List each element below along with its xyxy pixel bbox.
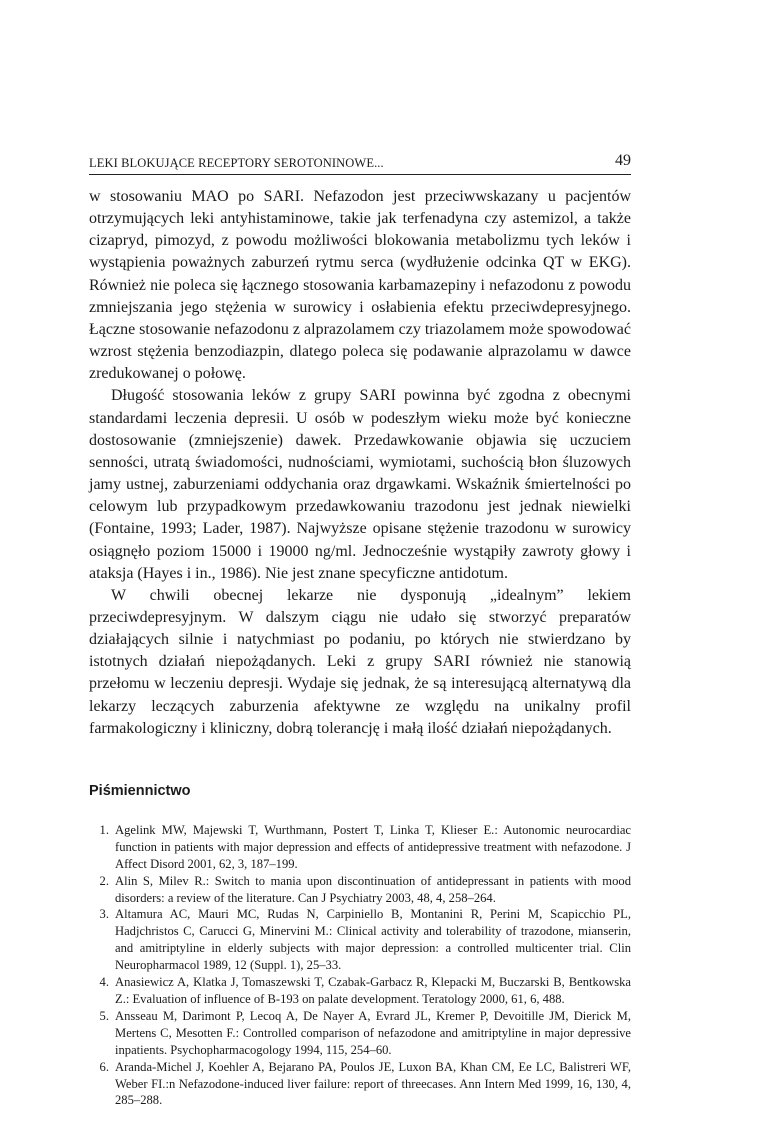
document-page [89, 148, 631, 1125]
reference-text: Altamura AC, Mauri MC, Rudas N, Carpiniello B, Montanini R, Perini M, Scapicchio PL, Hadjchristos C, Carucci G, Minervini M.: Clinical activity and tolerability of trazodone, mianserin, and amitriptyline in elderly subjects with major depression: a controlled multicenter trial. Clin Neuropharmacol 1989, 12 (Suppl. 1), 25–33. [115, 907, 631, 973]
reference-text: Anasiewicz A, Klatka J, Tomaszewski T, Czabak-Garbacz R, Klepacki M, Buczarski B, Bentkowska Z.: Evaluation of influence of B-193 on palate development. Teratology 2000, 61, 6, 488. [115, 975, 631, 1006]
reference-number: 3. [99, 907, 109, 922]
reference-number: 2. [99, 873, 109, 888]
paragraph: W chwili obecnej lekarze nie dysponują „idealnym” lekiem przeciwdepresyjnym. W dalszym ciągu nie udało się stworzyć preparatów działających silnie i natychmiast po podaniu, po których nie stwierdzano by istotnych działań niepożądanych. Leki z grupy SARI również nie stanowią przełomu w leczeniu depresji. Wydaje się jednak, że są interesującą alternatywą dla lekarzy leczących zaburzenia afektywne ze względu na unikalny profil farmakologiczny i kliniczny, dobrą tolerancję i małą ilość działań niepożądanych. [89, 586, 631, 737]
reference-number: 6. [99, 1059, 109, 1074]
reference-text: Agelink MW, Majewski T, Wurthmann, Postert T, Linka T, Klieser E.: Autonomic neurocardiac function in patients with major depression and effects of antidepressive treatment with nefazodone. J Affect Disord 2001, 62, 3, 187–199. [115, 822, 631, 871]
reference-list [89, 822, 631, 1109]
reference-item [89, 1059, 631, 1110]
reference-item [89, 873, 631, 907]
reference-item [89, 974, 631, 1008]
running-header-title: LEKI BLOKUJĄCE RECEPTORY SEROTONINOWE... [89, 156, 384, 170]
reference-number: 1. [99, 822, 109, 837]
reference-number: 5. [99, 1008, 109, 1023]
reference-item [89, 906, 631, 974]
reference-item [89, 1008, 631, 1059]
page-number: 49 [615, 152, 631, 169]
reference-text: Ansseau M, Darimont P, Lecoq A, De Nayer A, Evrard JL, Kremer P, Devoitille JM, Dierick M, Mertens C, Mesotten F.: Controlled comparison of nefazodone and amitriptyline in major depressive inpatients. Psychopharmacogology 1994, 115, 254–60. [115, 1008, 631, 1057]
reference-text: Aranda-Michel J, Koehler A, Bejarano PA, Poulos JE, Luxon BA, Khan CM, Ee LC, Balistreri WF, Weber FI.:n Nefazodone-induced liver failure: report of threecases. Ann Intern Med 1999, 16, 130, 4, 285–288. [115, 1059, 631, 1108]
references-heading: Piśmiennictwo [89, 782, 191, 799]
reference-number: 4. [99, 975, 109, 990]
running-header [89, 148, 631, 175]
reference-text: Alin S, Milev R.: Switch to mania upon discontinuation of antidepressant in patients with mood disorders: a review of the literature. Can J Psychiatry 2003, 48, 4, 258–264. [115, 873, 631, 905]
reference-item [89, 822, 631, 873]
paragraph: Długość stosowania leków z grupy SARI powinna być zgodna z obecnymi standardami leczenia depresii. U osób w podeszłym wieku może być konieczne dostosowanie (zmniejszenie) dawek. Przedawkowanie objawia się uczuciem senności, utratą świadomości, nudnościami, wymiotami, suchością błon śluzowych jamy ustnej, zaburzeniami oddychania oraz drgawkami. Wskaźnik śmiertelności po celowym lub przypadkowym przedawkowaniu trazodonu jest jednak niewielki (Fontaine, 1993; Lader, 1987). Najwyższe opisane stężenie trazodonu w surowicy osiągnęło poziom 15000 i 19000 ng/ml. Jednocześnie wystąpiły zawroty głowy i ataksja (Hayes i in., 1986). Nie jest znane specyficzne antidotum. [89, 387, 631, 582]
paragraph: w stosowaniu MAO po SARI. Nefazodon jest przeciwwskazany u pacjentów otrzymujących leki antyhistaminowe, takie jak terfenadyna czy astemizol, a także cizapryd, pimozyd, z powodu możliwości blokowania metabolizmu tych leków i wystąpienia poważnych zaburzeń rytmu serca (wydłużenie odcinka QT w EKG). Również nie poleca się łącznego stosowania karbamazepiny i nefazodonu z powodu zmniejszania jego stężenia w surowicy i osłabienia efektu przeciwdepresyjnego. Łączne stosowanie nefazodonu z alprazolamem czy triazolamem może spowodować wzrost stężenia benzodiazpin, dlatego poleca się podawanie alprazolamu w dawce zredukowanej o połowę. [89, 188, 631, 383]
body-text [89, 186, 631, 740]
